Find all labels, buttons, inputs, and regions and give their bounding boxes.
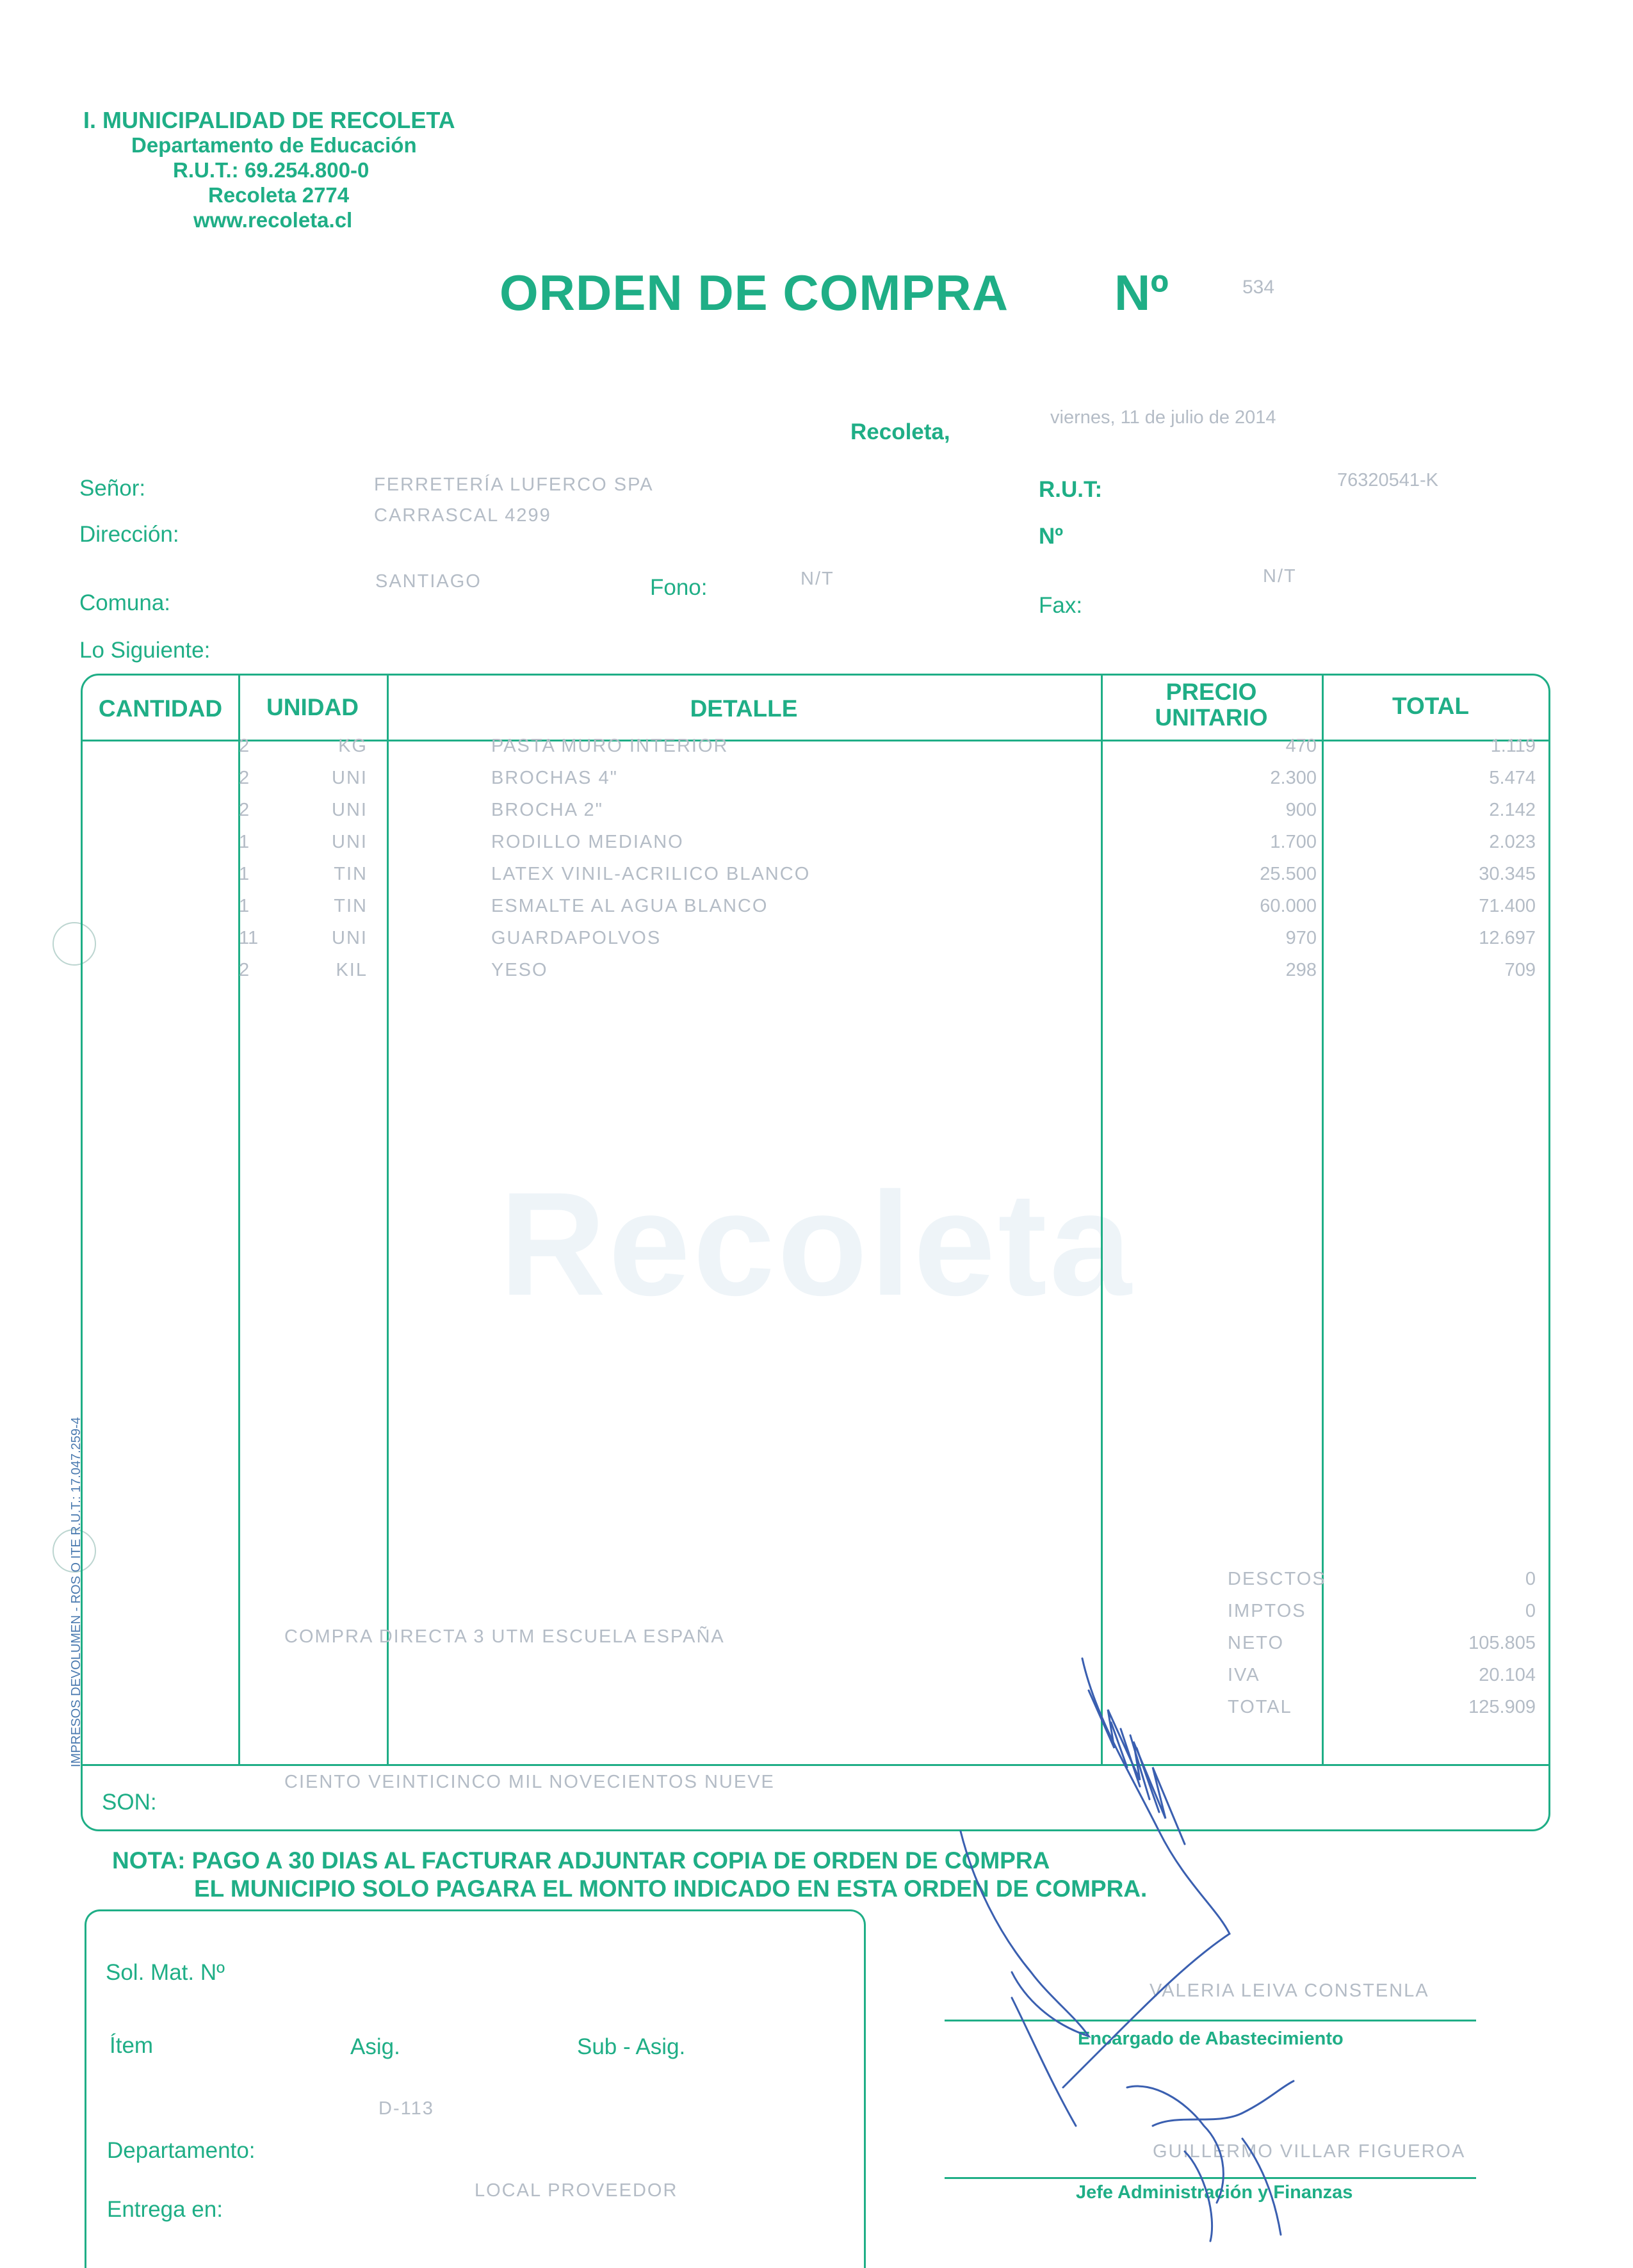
payment-note-line2: EL MUNICIPIO SOLO PAGARA EL MONTO INDICADO EN ESTA ORDEN DE COMPRA. xyxy=(194,1875,1148,1902)
payment-note-line1: NOTA: PAGO A 30 DIAS AL FACTURAR ADJUNTAR COPIA DE ORDEN DE COMPRA xyxy=(112,1847,1050,1874)
header-detalle: DETALLE xyxy=(690,695,798,722)
cell-detalle: PASTA MURO INTERIOR xyxy=(491,736,729,756)
cell-precio: 298 xyxy=(1285,960,1317,980)
cell-precio: 2.300 xyxy=(1270,768,1317,788)
cell-total: 30.345 xyxy=(1479,864,1536,884)
cell-precio: 1.700 xyxy=(1270,832,1317,852)
cell-total: 2.023 xyxy=(1489,832,1536,852)
cell-unidad: TIN xyxy=(334,896,368,916)
son-label: SON: xyxy=(102,1790,157,1815)
summary-label: IVA xyxy=(1228,1665,1260,1685)
cell-cantidad: 2 xyxy=(239,768,250,788)
signer-2-role: Jefe Administración y Finanzas xyxy=(1076,2182,1353,2203)
header-precio-line2: UNITARIO xyxy=(1155,704,1268,731)
summary-value: 125.909 xyxy=(1468,1697,1536,1717)
issuer-name: I. MUNICIPALIDAD DE RECOLETA xyxy=(83,107,455,133)
entrega-value: LOCAL PROVEEDOR xyxy=(475,2180,678,2201)
subasig-label: Sub - Asig. xyxy=(577,2034,686,2059)
summary-value: 105.805 xyxy=(1468,1633,1536,1653)
summary-label: DESCTOS xyxy=(1228,1569,1326,1589)
cell-total: 12.697 xyxy=(1479,928,1536,948)
place-label: Recoleta, xyxy=(850,419,950,444)
header-unidad: UNIDAD xyxy=(266,694,359,720)
cell-detalle: RODILLO MEDIANO xyxy=(491,832,684,852)
issuer-website: www.recoleta.cl xyxy=(193,208,353,232)
table-row xyxy=(83,896,1548,928)
header-precio-line1: PRECIO xyxy=(1166,679,1257,705)
issuer-rut: R.U.T.: 69.254.800-0 xyxy=(173,158,370,182)
cell-detalle: ESMALTE AL AGUA BLANCO xyxy=(491,896,768,916)
cell-cantidad: 2 xyxy=(239,800,250,820)
cell-cantidad: 1 xyxy=(239,896,250,916)
order-note: COMPRA DIRECTA 3 UTM ESCUELA ESPAÑA xyxy=(284,1626,725,1647)
header-cantidad: CANTIDAD xyxy=(98,695,223,722)
table-row xyxy=(83,736,1548,768)
lo-siguiente-label: Lo Siguiente: xyxy=(79,638,211,663)
table-row xyxy=(83,768,1548,800)
cell-unidad: UNI xyxy=(332,800,368,820)
table-row xyxy=(83,960,1548,992)
cell-unidad: UNI xyxy=(332,928,368,948)
summary-label: NETO xyxy=(1228,1633,1285,1653)
departamento-label: Departamento: xyxy=(107,2138,256,2163)
document-date: viernes, 11 de julio de 2014 xyxy=(1050,407,1276,428)
cell-cantidad: 1 xyxy=(239,832,250,852)
table-row xyxy=(83,928,1548,960)
asig-value: D-113 xyxy=(378,2098,434,2119)
senor-label: Señor: xyxy=(79,476,146,501)
cell-unidad: KG xyxy=(338,736,368,756)
signer-1-role: Encargado de Abastecimiento xyxy=(1078,2029,1344,2049)
signer-1-name: VALERIA LEIVA CONSTENLA xyxy=(1150,1980,1429,2001)
comuna-label: Comuna: xyxy=(79,590,171,615)
summary-value: 0 xyxy=(1525,1601,1536,1621)
cell-detalle: BROCHA 2" xyxy=(491,800,603,820)
fax-label: Fax: xyxy=(1039,593,1083,618)
cell-unidad: UNI xyxy=(332,832,368,852)
table-row xyxy=(83,800,1548,832)
cell-total: 709 xyxy=(1504,960,1536,980)
signer-2-name: GUILLERMO VILLAR FIGUEROA xyxy=(1153,2141,1466,2162)
cell-cantidad: 2 xyxy=(239,736,250,756)
issuer-department: Departamento de Educación xyxy=(131,133,417,157)
header-total: TOTAL xyxy=(1392,693,1469,719)
entrega-label: Entrega en: xyxy=(107,2197,223,2222)
document-title: ORDEN DE COMPRA xyxy=(500,264,1009,321)
cell-unidad: UNI xyxy=(332,768,368,788)
summary-value: 0 xyxy=(1525,1569,1536,1589)
cell-total: 71.400 xyxy=(1479,896,1536,916)
cell-precio: 60.000 xyxy=(1260,896,1317,916)
fono-label: Fono: xyxy=(650,575,708,600)
cell-cantidad: 1 xyxy=(239,864,250,884)
watermark-logo: Recoleta xyxy=(500,1162,1134,1326)
issuer-address: Recoleta 2774 xyxy=(208,183,350,207)
cell-total: 2.142 xyxy=(1489,800,1536,820)
handwritten-signature xyxy=(884,1639,1460,2248)
table-row xyxy=(83,864,1548,896)
issuer-block xyxy=(83,108,455,232)
document-number: 534 xyxy=(1242,277,1275,298)
cell-precio: 900 xyxy=(1285,800,1317,820)
cell-unidad: TIN xyxy=(334,864,368,884)
direccion-value: CARRASCAL 4299 xyxy=(374,505,551,526)
header-precio-unitario xyxy=(1101,679,1322,731)
fono-value: N/T xyxy=(800,569,834,589)
fax-value: N/T xyxy=(1263,566,1297,587)
comuna-value: SANTIAGO xyxy=(375,571,482,592)
son-amount-words: CIENTO VEINTICINCO MIL NOVECIENTOS NUEVE xyxy=(284,1772,775,1792)
cell-cantidad: 2 xyxy=(239,960,250,980)
direccion-label: Dirección: xyxy=(79,522,179,547)
cell-total: 1.119 xyxy=(1490,736,1536,756)
table-row xyxy=(83,832,1548,864)
summary-label: TOTAL xyxy=(1228,1697,1292,1717)
cell-precio: 25.500 xyxy=(1260,864,1317,884)
cell-detalle: YESO xyxy=(491,960,548,980)
item-label: Ítem xyxy=(110,2033,154,2058)
printer-side-text: IMPRESOS DEVOLUMEN - ROS O ITE R.U.T.: 17.047.259-4 xyxy=(69,1417,83,1767)
senor-value: FERRETERÍA LUFERCO SPA xyxy=(374,474,654,495)
asig-label: Asig. xyxy=(350,2034,400,2059)
summary-value: 20.104 xyxy=(1479,1665,1536,1685)
imputation-box xyxy=(85,1909,866,2268)
cell-total: 5.474 xyxy=(1489,768,1536,788)
cell-cantidad: 11 xyxy=(239,928,259,948)
rut-label: R.U.T: xyxy=(1039,477,1103,502)
cell-precio: 470 xyxy=(1285,736,1317,756)
summary-label: IMPTOS xyxy=(1228,1601,1306,1621)
cell-detalle: BROCHAS 4" xyxy=(491,768,618,788)
numero-label: Nº xyxy=(1039,524,1064,549)
cell-unidad: KIL xyxy=(336,960,368,980)
document-number-label: Nº xyxy=(1114,264,1169,321)
cell-precio: 970 xyxy=(1285,928,1317,948)
cell-detalle: LATEX VINIL-ACRILICO BLANCO xyxy=(491,864,811,884)
cell-detalle: GUARDAPOLVOS xyxy=(491,928,662,948)
sol-mat-label: Sol. Mat. Nº xyxy=(106,1960,225,1985)
rut-value: 76320541-K xyxy=(1337,470,1439,490)
